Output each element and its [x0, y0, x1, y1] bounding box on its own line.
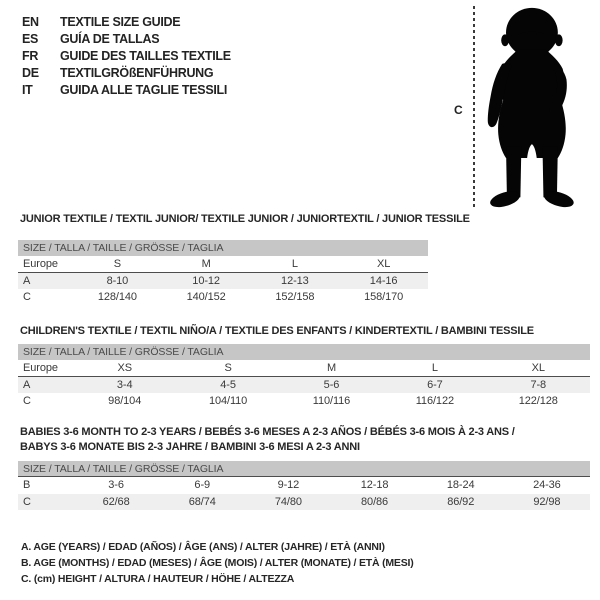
row-label: A [23, 275, 31, 287]
language-title: GUÍA DE TALLAS [60, 32, 160, 46]
legend-line-b: B. AGE (MONTHS) / EDAD (MESES) / ÂGE (MOIS) / ALTER (MONATE) / ETÀ (MESI) [21, 557, 414, 569]
language-row-it [22, 82, 231, 99]
value-cell: 9-12 [277, 479, 300, 492]
value-cell: 6-9 [194, 479, 211, 492]
value-cell: 68/74 [188, 495, 216, 508]
size-cell: L [251, 256, 340, 273]
table-row [18, 393, 590, 410]
language-title: GUIDA ALLE TAGLIE TESSILI [60, 83, 228, 97]
language-title: TEXTILGRÖßENFÜHRUNG [60, 66, 214, 80]
value-cell: 122/128 [518, 395, 558, 408]
value-cell: 140/152 [186, 291, 226, 304]
value-cell: 92/98 [533, 495, 561, 508]
row-label: B [23, 479, 31, 492]
value-cell: 7-8 [530, 379, 547, 391]
table-row [18, 377, 590, 394]
value-cell: 24-36 [533, 479, 561, 492]
value-cell: 74/80 [274, 495, 302, 508]
language-title: TEXTILE SIZE GUIDE [60, 15, 181, 29]
row-label: C [23, 495, 31, 508]
size-cell: XL [339, 256, 428, 273]
value-cell: 8-10 [106, 275, 129, 287]
value-cell: 110/116 [312, 395, 351, 408]
table-row [18, 289, 428, 306]
language-row-en [22, 14, 231, 31]
size-cell: M [162, 256, 251, 273]
junior-size-table [18, 240, 428, 306]
value-cell: 6-7 [427, 379, 443, 391]
row-label: Europe [18, 256, 73, 273]
table-row [18, 360, 590, 377]
children-size-table [18, 344, 590, 410]
value-cell: 86/92 [447, 495, 475, 508]
children-table-title: CHILDREN'S TEXTILE / TEXTIL NIÑO/A / TEXTILE DES ENFANTS / KINDERTEXTIL / BAMBINI TESSILE [20, 325, 534, 337]
value-cell: 158/170 [364, 291, 404, 304]
size-cell: S [176, 360, 279, 377]
table-row [18, 494, 590, 511]
language-code: IT [22, 83, 33, 97]
height-measure-label: C [454, 103, 463, 117]
table-row [18, 273, 428, 290]
value-cell: 62/68 [102, 495, 130, 508]
language-title: GUIDE DES TAILLES TEXTILE [60, 49, 231, 63]
babies-size-table [18, 461, 590, 510]
table-row [18, 256, 428, 273]
size-header-bar: SIZE / TALLA / TAILLE / GRÖSSE / TAGLIA [18, 344, 590, 360]
table-row [18, 477, 590, 494]
size-header-bar: SIZE / TALLA / TAILLE / GRÖSSE / TAGLIA [18, 240, 428, 256]
value-cell: 5-6 [323, 379, 340, 391]
height-dashed-line [473, 6, 475, 210]
value-cell: 104/110 [208, 395, 248, 408]
size-cell: L [383, 360, 486, 377]
size-header-bar: SIZE / TALLA / TAILLE / GRÖSSE / TAGLIA [18, 461, 590, 477]
size-cell: M [280, 360, 383, 377]
babies-table-title [20, 425, 515, 455]
value-cell: 12-13 [281, 275, 309, 287]
language-code: DE [22, 66, 39, 80]
language-code: ES [22, 32, 39, 46]
language-row-es [22, 31, 231, 48]
value-cell: 116/122 [415, 395, 454, 408]
legend [21, 539, 414, 587]
language-code: FR [22, 49, 39, 63]
row-label: Europe [18, 360, 73, 377]
legend-line-c: C. (cm) HEIGHT / ALTURA / HAUTEUR / HÖHE / ALTEZZA [21, 573, 295, 585]
language-row-de [22, 65, 231, 82]
size-cell: XS [73, 360, 176, 377]
value-cell: 18-24 [446, 479, 475, 492]
row-label: C [23, 291, 31, 304]
legend-line-a: A. AGE (YEARS) / EDAD (AÑOS) / ÂGE (ANS) / ALTER (JAHRE) / ETÀ (ANNI) [21, 541, 385, 553]
value-cell: 3-4 [116, 379, 133, 391]
row-label: A [23, 379, 31, 391]
size-cell: S [73, 256, 162, 273]
size-cell: XL [487, 360, 590, 377]
language-title-list [22, 14, 231, 99]
value-cell: 3-6 [108, 479, 124, 492]
value-cell: 152/158 [275, 291, 315, 304]
baby-silhouette [482, 4, 578, 210]
value-cell: 4-5 [220, 379, 236, 391]
value-cell: 128/140 [97, 291, 137, 304]
value-cell: 98/104 [108, 395, 142, 408]
row-label: C [23, 395, 31, 408]
value-cell: 10-12 [192, 275, 220, 287]
value-cell: 14-16 [369, 275, 398, 287]
language-code: EN [22, 15, 39, 29]
value-cell: 80/86 [361, 495, 389, 508]
junior-table-title: JUNIOR TEXTILE / TEXTIL JUNIOR/ TEXTILE JUNIOR / JUNIORTEXTIL / JUNIOR TESSILE [20, 213, 470, 225]
language-row-fr [22, 48, 231, 65]
babies-table-title-line1: BABIES 3-6 MONTH TO 2-3 YEARS / BEBÉS 3-6 MESES A 2-3 AÑOS / BÉBÉS 3-6 MOIS À 2-3 ANS / [20, 426, 515, 438]
value-cell: 12-18 [360, 479, 389, 492]
babies-table-title-line2: BABYS 3-6 MONATE BIS 2-3 JAHRE / BAMBINI 3-6 MESI A 2-3 ANNI [20, 441, 360, 453]
